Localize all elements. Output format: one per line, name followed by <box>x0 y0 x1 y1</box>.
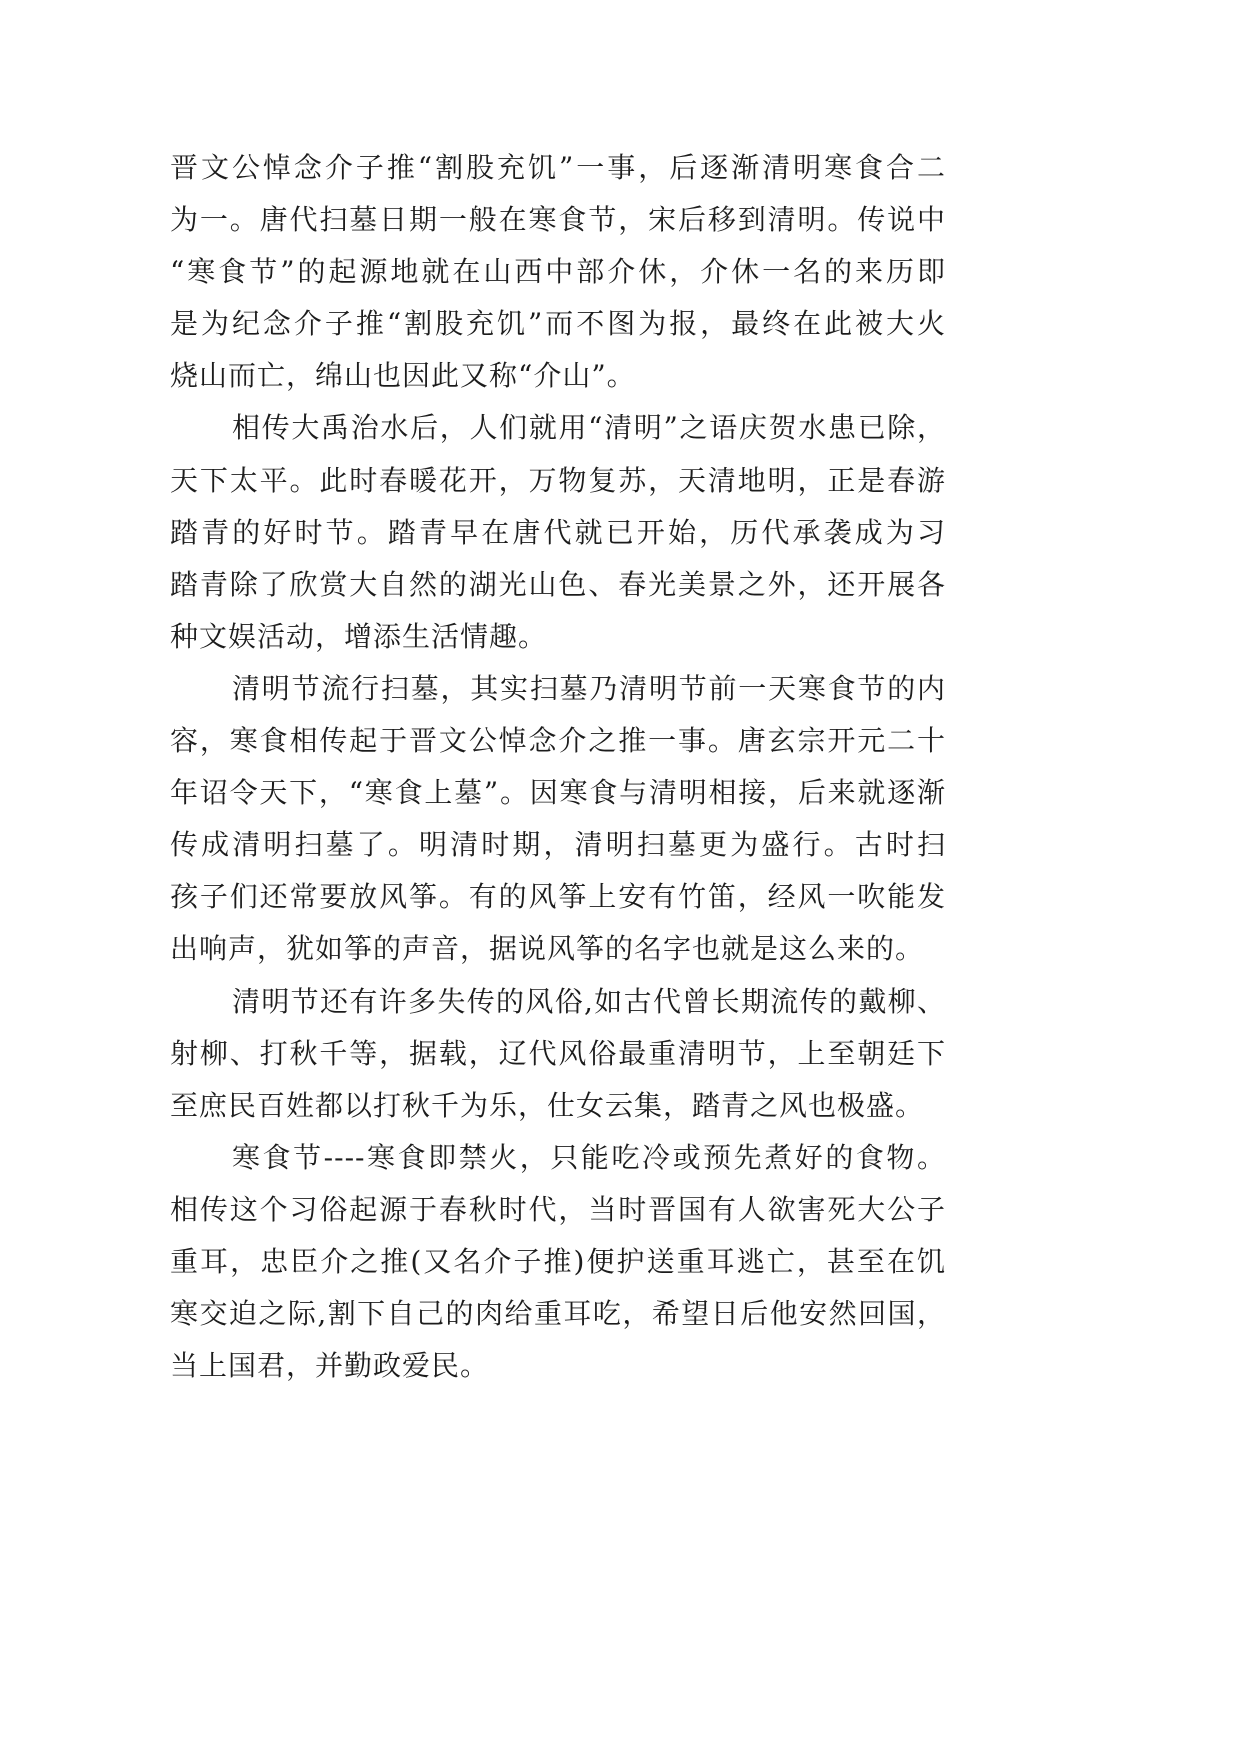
text-line: 至庶民百姓都以打秋千为乐，仕女云集，踏青之风也极盛。 <box>170 1088 925 1122</box>
text-line: 是为纪念介子推“割股充饥”而不图为报，最终在此被大火 <box>170 307 946 341</box>
text-line: 清明节还有许多失传的风俗,如古代曾长期流传的戴柳、 <box>232 984 946 1018</box>
text-line: 相传大禹治水后，人们就用“清明”之语庆贺水患已除， <box>232 411 946 445</box>
text-line: 为一。唐代扫墓日期一般在寒食节，宋后移到清明。传说中 <box>170 203 946 237</box>
text-line: 传成清明扫墓了。明清时期，清明扫墓更为盛行。古时扫 <box>170 828 946 862</box>
text-line: 当上国君，并勤政爱民。 <box>170 1349 490 1383</box>
text-line: 出响声，犹如筝的声音，据说风筝的名字也就是这么来的。 <box>170 932 925 966</box>
text-line: 天下太平。此时春暖花开，万物复苏，天清地明，正是春游 <box>170 463 946 497</box>
paragraph-2 <box>170 402 946 662</box>
text-line: 容，寒食相传起于晋文公悼念介之推一事。唐玄宗开元二十 <box>170 724 946 758</box>
paragraph-4 <box>170 976 946 1132</box>
text-line: 重耳，忠臣介之推(又名介子推)便护送重耳逃亡，甚至在饥 <box>170 1244 946 1278</box>
text-line: 年诏令天下，“寒食上墓”。因寒食与清明相接，后来就逐渐 <box>170 776 946 810</box>
paragraph-1 <box>170 142 946 402</box>
document-body <box>170 142 946 1392</box>
text-line: 踏青的好时节。踏青早在唐代就已开始，历代承袭成为习 <box>170 515 946 549</box>
text-line: 清明节流行扫墓，其实扫墓乃清明节前一天寒食节的内 <box>232 671 946 705</box>
text-line: 晋文公悼念介子推“割股充饥”一事，后逐渐清明寒食合二 <box>170 151 946 184</box>
paragraph-3 <box>170 663 946 976</box>
text-line: 寒交迫之际,割下自己的肉给重耳吃，希望日后他安然回国， <box>170 1297 946 1331</box>
text-line: 种文娱活动，增添生活情趣。 <box>170 619 548 653</box>
text-line: 孩子们还常要放风筝。有的风筝上安有竹笛，经风一吹能发 <box>170 880 946 914</box>
paragraph-5 <box>170 1132 946 1392</box>
text-line: “寒食节”的起源地就在山西中部介休，介休一名的来历即 <box>170 255 946 289</box>
text-line: 寒食节----寒食即禁火，只能吃冷或预先煮好的食物。 <box>232 1140 946 1174</box>
text-line: 相传这个习俗起源于春秋时代，当时晋国有人欲害死大公子 <box>170 1192 946 1226</box>
text-line: 烧山而亡，绵山也因此又称“介山”。 <box>170 359 636 393</box>
text-line: 射柳、打秋千等，据载，辽代风俗最重清明节，上至朝廷下 <box>170 1036 946 1070</box>
text-line: 踏青除了欣赏大自然的湖光山色、春光美景之外，还开展各 <box>170 567 946 601</box>
